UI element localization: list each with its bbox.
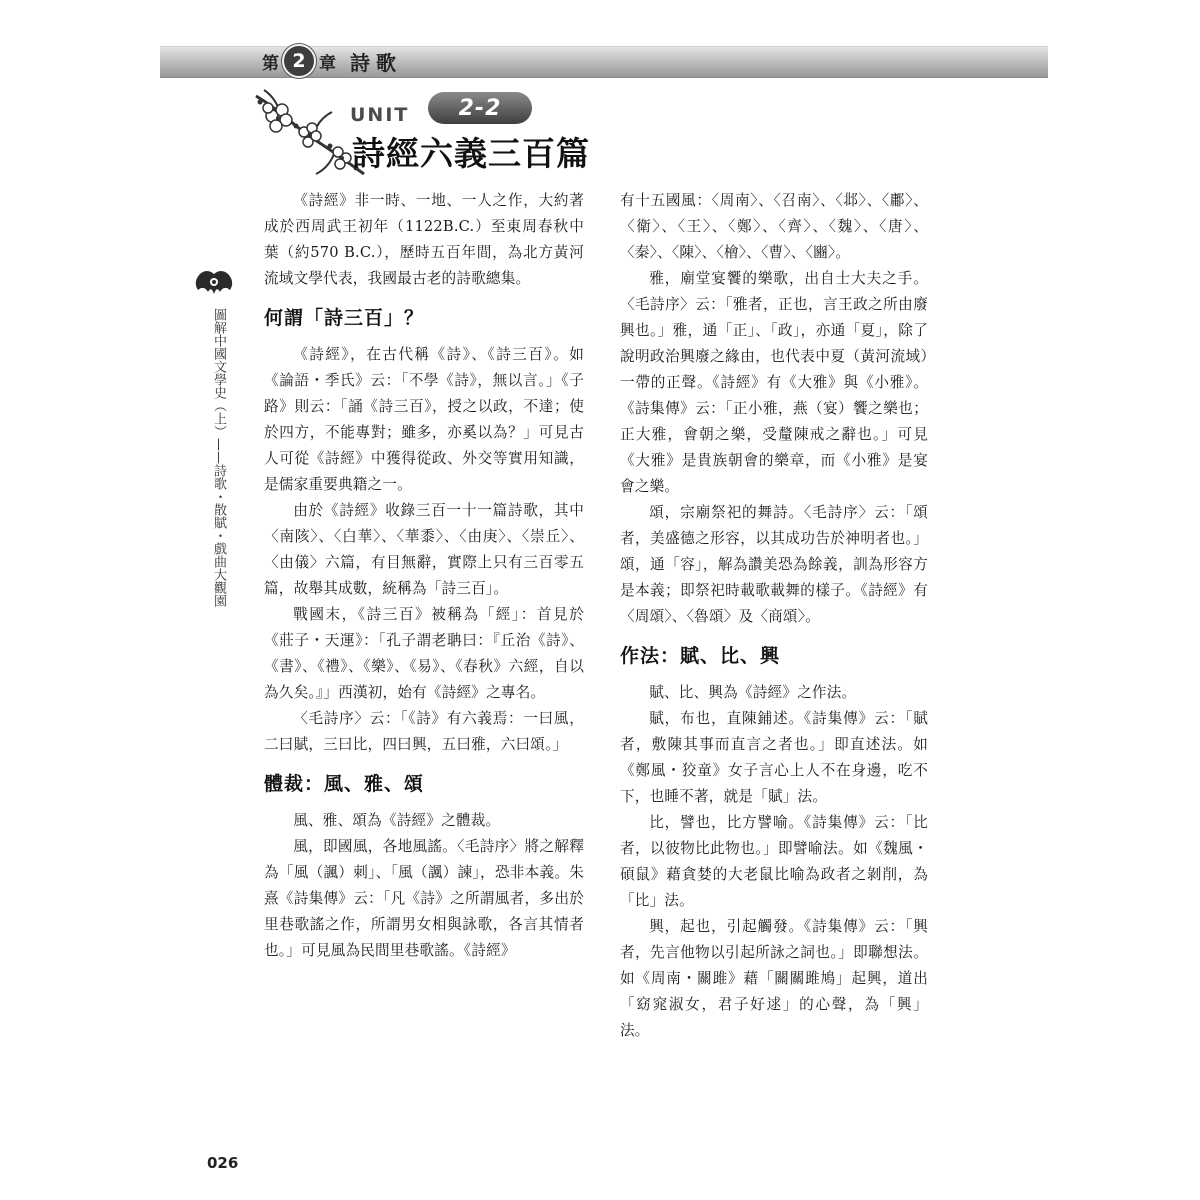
unit-title: 詩經六義三百篇: [352, 134, 590, 173]
right-column: [620, 188, 928, 1044]
paragraph: 戰國末，《詩三百》被稱為「經」：首見於《莊子・天運》：「孔子謂老聃曰：『丘治《詩》、《書》、《禮》、《樂》、《易》、《春秋》六經，自以為久矣。』」西漢初，始有《詩經》之專名。: [264, 606, 584, 701]
paragraph: 風、雅、頌為《詩經》之體裁。: [293, 812, 501, 829]
paragraph: 頌，宗廟祭祀的舞詩。〈毛詩序〉云：「頌者，美盛德之形容，以其成功告於神明者也。」頌，通「容」，解為讚美恐為餘義，訓為形容方是本義；即祭祀時載歌載舞的樣子。《詩經》有〈周頌〉、〈魯頌〉及〈商頌〉。: [620, 504, 928, 625]
paragraph: 比，譬也，比方譬喻。《詩集傳》云：「比者，以彼物比此物也。」即譬喻法。如《魏風・碩鼠》藉貪婪的大老鼠比喻為政者之剝削，為「比」法。: [620, 814, 928, 909]
bat-emblem-icon: [194, 268, 234, 302]
paragraph: 賦、比、興為《詩經》之作法。: [649, 684, 857, 701]
chapter-title: 詩歌: [350, 50, 402, 75]
page-number: 026: [207, 1154, 239, 1172]
chapter-label: [262, 44, 402, 78]
side-running-head: 圖解中國文學史（上）——詩歌・散賦・戲曲大觀園: [211, 308, 226, 607]
paragraph: 風，即國風，各地風謠。〈毛詩序〉將之解釋為「風（諷）刺」、「風（諷）諫」，恐非本義。朱熹《詩集傳》云：「凡《詩》之所謂風者，多出於里巷歌謠之作，所謂男女相與詠歌，各言其情者也。」可見風為民間里巷歌謠。《詩經》: [264, 838, 584, 959]
unit-label: UNIT: [350, 104, 410, 126]
chapter-prefix: 第: [262, 53, 279, 74]
paragraph: 由於《詩經》收錄三百一十一篇詩歌，其中〈南陔〉、〈白華〉、〈華黍〉、〈由庚〉、〈崇丘〉、〈由儀〉六篇，有目無辭，實際上只有三百零五篇，故舉其成數，統稱為「詩三百」。: [264, 502, 584, 597]
intro-paragraph: 《詩經》非一時、一地、一人之作，大約著成於西周武王初年（1122B.C.）至東周春秋中葉（約570 B.C.），歷時五百年間，為北方黃河流域文學代表，我國最古老的詩歌總集。: [264, 192, 584, 287]
chapter-suffix: 章: [319, 53, 336, 74]
unit-code-badge: 2-2: [428, 92, 532, 124]
section-heading-poems-300: 何謂「詩三百」？: [264, 307, 425, 329]
paragraph: 雅，廟堂宴饗的樂歌，出自士大夫之手。〈毛詩序〉云：「雅者，正也，言王政之所由廢興也。」雅，通「正」、「政」，亦通「夏」，除了說明政治興廢之緣由，也代表中夏（黃河流域）一帶的正聲。《詩經》有《大雅》與《小雅》。《詩集傳》云：「正小雅，燕（宴）饗之樂也；正大雅，會朝之樂，受釐陳戒之辭也。」可見《大雅》是貴族朝會的樂章，而《小雅》是宴會之樂。: [620, 270, 928, 495]
paragraph: 興，起也，引起觸發。《詩集傳》云：「興者，先言他物以引起所詠之詞也。」即聯想法。如《周南・關雎》藉「關關雎鳩」起興，道出「窈窕淑女，君子好逑」的心聲，為「興」法。: [620, 918, 928, 1039]
paragraph: 《詩經》，在古代稱《詩》、《詩三百》。如《論語・季氏》云：「不學《詩》，無以言。」《子路》則云：「誦《詩三百》，授之以政，不達；使於四方，不能專對；雖多，亦奚以為？」可見古人可從《詩經》中獲得從政、外交等實用知識，是儒家重要典籍之一。: [264, 346, 584, 493]
paragraph: 〈毛詩序〉云：「《詩》有六義焉：一曰風，二曰賦，三曰比，四曰興，五曰雅，六曰頌。」: [264, 710, 584, 753]
left-column: [264, 188, 584, 964]
section-heading-genres: 體裁：風、雅、頌: [264, 773, 425, 795]
section-heading-techniques: 作法：賦、比、興: [620, 645, 781, 667]
plum-blossom-icon: [250, 86, 368, 178]
chapter-number-badge: 2: [282, 44, 316, 78]
paragraph-continued: 有十五國風：〈周南〉、〈召南〉、〈邶〉、〈鄘〉、〈衛〉、〈王〉、〈鄭〉、〈齊〉、〈魏〉、〈唐〉、〈秦〉、〈陳〉、〈檜〉、〈曹〉、〈豳〉。: [620, 192, 928, 261]
paragraph: 賦，布也，直陳鋪述。《詩集傳》云：「賦者，敷陳其事而直言之者也。」即直述法。如《鄭風・狡童》女子言心上人不在身邊，吃不下，也睡不著，就是「賦」法。: [620, 710, 928, 805]
